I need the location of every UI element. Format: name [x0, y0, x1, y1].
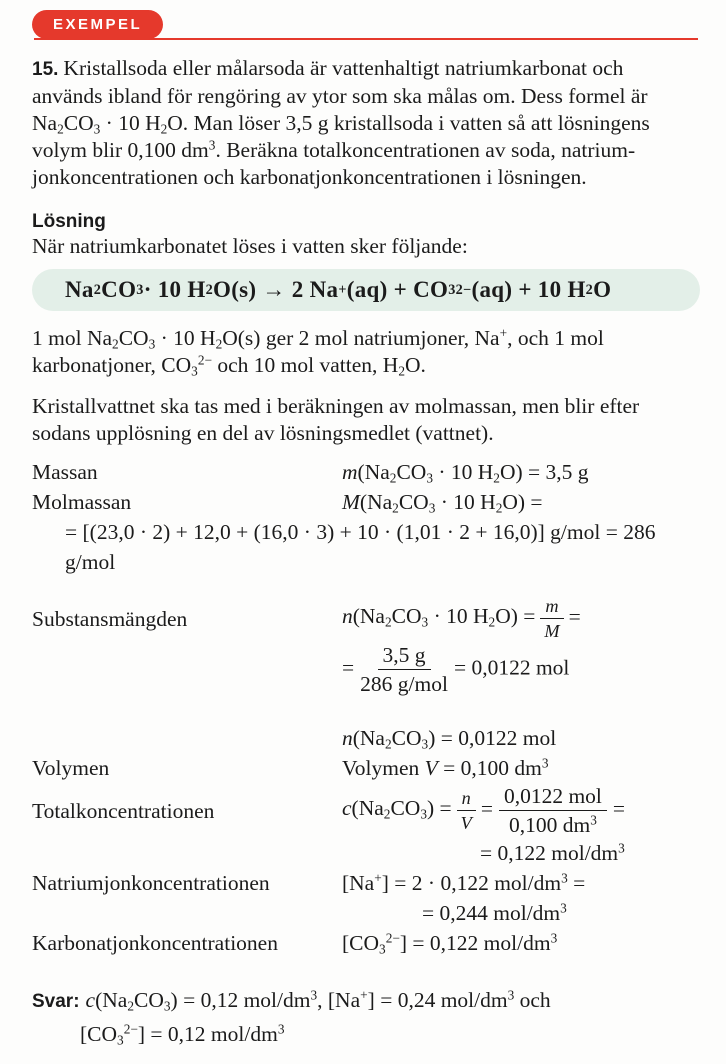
fraction-denominator: 0,100 $dm^3$: [508, 812, 597, 837]
label-amount: Substansmängden: [32, 606, 188, 631]
label-mass: Massan: [32, 460, 98, 484]
paragraph-line: sodans upplösning en del av lösningsmedlet (vattnet).: [32, 421, 494, 445]
expr-amount-values: [342, 642, 700, 697]
expr-total-concentration: [342, 783, 700, 838]
row-molar-mass: [32, 487, 700, 517]
row-volume: [32, 753, 700, 783]
expr-sodium-concentration-result: = 0,244 mol/$dm^3$: [422, 900, 567, 925]
fraction-numerator: n: [457, 787, 476, 811]
row-carbonate-concentration: [32, 928, 700, 958]
expr-amount-pre: $n(Na_2CO_3 \cdot 10$ $H_2O$) =: [342, 604, 536, 630]
expr-carbonate-concentration: $[CO_3^{2-}] = 0,122$ mol/$dm^3$: [342, 930, 558, 957]
expr-post: = 0,0122 mol: [453, 655, 570, 680]
row-sodium-concentration: [32, 868, 700, 898]
label-volume: Volymen: [32, 756, 110, 780]
problem-line: volym blir 0,100 $dm^3$. Beräkna totalkoncentrationen av soda, natrium-: [32, 137, 636, 162]
fraction-mol-over-volume: [499, 783, 607, 838]
answer-section: [32, 984, 700, 1051]
fraction-numerator: m: [540, 595, 563, 619]
expr-pre: $c(Na_2CO_3)$ =: [342, 796, 452, 822]
fraction-denominator: 286 g/mol: [360, 672, 448, 696]
exempel-badge: EXEMPEL: [32, 10, 163, 39]
fraction-numerator: 0,0122 mol: [499, 783, 607, 811]
row-total-concentration-result: [32, 838, 700, 868]
expr-sodium-concentration: [Na+] = 2 · 0,122 mol/$dm^3$ =: [342, 870, 586, 895]
label-sodium-concentration: Natriumjonkoncentrationen: [32, 871, 270, 895]
paragraph-line: karbonatjoner, $CO_3^{2-}$ och 10 mol vatten, $H_2O$.: [32, 352, 426, 379]
problem-number: 15.: [32, 59, 59, 80]
label-total-concentration: Totalkoncentrationen: [32, 798, 215, 823]
fraction-mass-over-molar-mass: [360, 642, 448, 697]
paragraph-line: Kristallvattnet ska tas med i beräkningen av molmassan, men blir efter: [32, 394, 640, 418]
solution-heading: Lösning: [32, 211, 106, 232]
row-amount: [32, 595, 700, 642]
expr-molar-mass: $M(Na_2CO_3 \cdot 10$ $H_2O$) =: [342, 490, 543, 516]
problem-text: Kristallsoda eller målarsoda är vattenhaltigt natriumkarbonat och: [63, 56, 624, 80]
row-total-concentration: [32, 783, 700, 838]
expr-mid: =: [480, 796, 493, 821]
row-sodium-concentration-result: [32, 898, 700, 928]
problem-line: [32, 55, 700, 83]
expr-mass: $m(Na_2CO_3 \cdot 10$ $H_2O) = 3,5$ g: [342, 460, 589, 486]
paragraph-line: 1 mol $Na_2CO_3 \cdot 10$ $H_2O(s)$ ger 2 mol natriumjoner, Na+, och 1 mol: [32, 325, 604, 352]
fraction-denominator: M: [544, 621, 560, 641]
expr-amount-post: =: [568, 604, 581, 629]
fraction-m-over-M: [540, 595, 563, 642]
expr-pre: =: [342, 655, 355, 680]
row-amount-values: [32, 642, 700, 697]
mole-ratio-paragraph: [32, 325, 700, 379]
label-carbonate-concentration: Karbonatjonkoncentrationen: [32, 931, 278, 955]
expr-amount: [342, 595, 700, 642]
problem-statement: [32, 55, 700, 191]
problem-line: jonkoncentrationen och karbonatjonkoncentrationen i lösningen.: [32, 165, 587, 189]
answer-label: Svar:: [32, 991, 80, 1012]
answer-text: $c(Na_2CO_3) = 0,12$ mol/$dm^3$, [Na+] = 0,24 mol/$dm^3$ och: [85, 987, 551, 1014]
fraction-numerator: 3,5 g: [378, 642, 431, 670]
row-amount-result: [32, 723, 700, 753]
fraction-n-over-V: [457, 787, 476, 834]
label-molar-mass: Molmassan: [32, 490, 132, 514]
crystal-water-note: [32, 393, 700, 447]
reaction-equation-highlight: Na 2 CO 3 · 10 H 2 O(s) → 2 Na + (aq) + CO 3 2− (aq) + 10 H 2 O: [32, 269, 700, 311]
expr-post: =: [612, 796, 626, 821]
expr-amount-result: $n(Na_2CO_3) = 0,0122$ mol: [342, 726, 557, 752]
problem-line: används ibland för rengöring av ytor som ska målas om. Dess formel är: [32, 84, 648, 108]
expr-molar-mass-calculation: = [(23,0 · 2) + 12,0 + (16,0 · 3) + 10 · (1,01 · 2 + 16,0)] g/mol = 286 g/mol: [65, 520, 656, 574]
expr-total-concentration-result: = 0,122 mol/$dm^3$: [480, 840, 625, 865]
answer-line: $[CO_3^{2-}] = 0,12$ mol/$dm^3$: [80, 1021, 285, 1048]
fraction-denominator: V: [460, 813, 472, 833]
row-mass: [32, 457, 700, 487]
answer-line: [32, 984, 700, 1018]
example-header: [32, 10, 700, 40]
solution-intro: När natriumkarbonatet löses i vatten sker följande:: [32, 234, 468, 258]
problem-line: $Na_2CO_3 \cdot 10$ $H_2O$. Man löser 3,5 g kristallsoda i vatten så att lösningens: [32, 111, 650, 137]
expr-volume: Volymen V = 0,100 $dm^3$: [342, 755, 549, 780]
